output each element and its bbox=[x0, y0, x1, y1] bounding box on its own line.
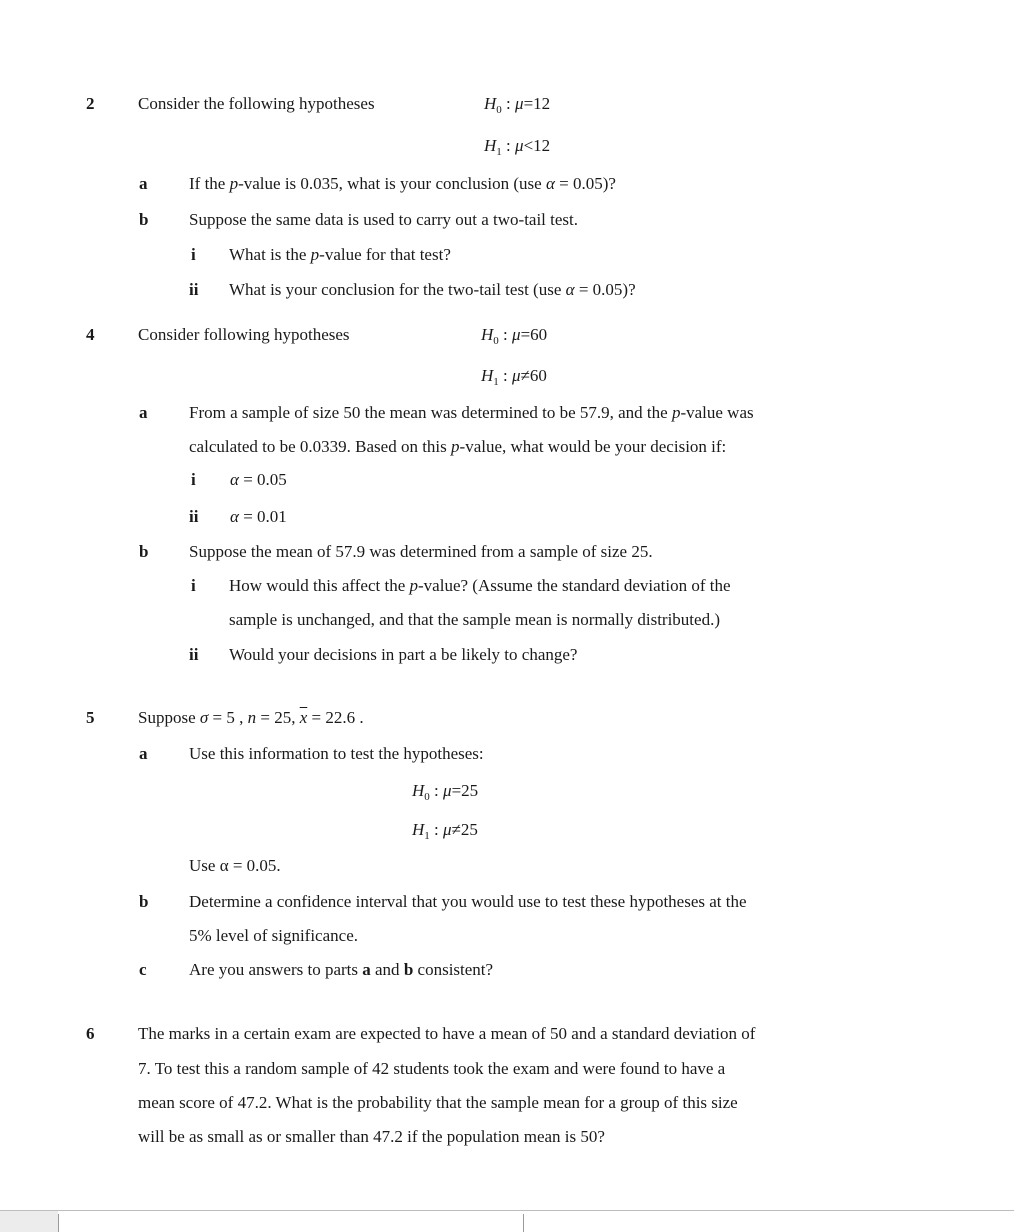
subscript-0: 0 bbox=[424, 791, 430, 803]
p-symbol: p bbox=[310, 245, 320, 264]
q4-part-a-label: a bbox=[139, 403, 148, 422]
p-symbol: p bbox=[671, 403, 681, 422]
hypothesis-value: 12 bbox=[533, 136, 551, 155]
q4-part-a-line2 bbox=[189, 437, 726, 457]
question-number-4: 4 bbox=[86, 325, 95, 344]
text: What is your conclusion for the two-tail test (use bbox=[229, 280, 566, 299]
h-symbol: H bbox=[481, 325, 494, 344]
q4-a-i-text bbox=[230, 470, 287, 490]
q5-use-alpha: Use α = 0.05. bbox=[189, 856, 281, 875]
q4-a-ii-label: ii bbox=[189, 507, 199, 526]
q4-b-i-line1 bbox=[229, 576, 731, 596]
text: and bbox=[370, 960, 404, 979]
q5-part-c-label: c bbox=[139, 960, 147, 979]
text: = 5 , bbox=[208, 708, 248, 727]
subscript-0: 0 bbox=[496, 104, 502, 116]
q5-stem bbox=[138, 708, 364, 728]
colon: : bbox=[501, 136, 516, 155]
hypothesis-value: 60 bbox=[529, 366, 547, 385]
p-symbol: p bbox=[451, 437, 460, 456]
question-number-6: 6 bbox=[86, 1024, 95, 1043]
text: consistent? bbox=[413, 960, 494, 979]
footer-panel bbox=[0, 1211, 58, 1232]
mu-symbol: μ bbox=[512, 325, 521, 344]
text: = 0.05 bbox=[554, 174, 603, 193]
text: How would this affect the bbox=[229, 576, 410, 595]
q2-part-a-text bbox=[189, 174, 616, 194]
q5-part-b-line2: 5% level of significance. bbox=[189, 926, 358, 945]
footer-tick-left bbox=[58, 1214, 59, 1232]
operator: ≠ bbox=[520, 366, 530, 385]
text: -value was bbox=[680, 403, 754, 422]
sigma-symbol: σ bbox=[199, 708, 209, 727]
q4-b-ii-text: Would your decisions in part a be likely to change? bbox=[229, 645, 578, 664]
q4-part-b-label: b bbox=[139, 542, 149, 561]
text: If the bbox=[189, 174, 230, 193]
colon: : bbox=[501, 94, 516, 113]
q2-b-ii-label: ii bbox=[189, 280, 199, 299]
xbar-symbol: $\overline{x}$ bbox=[299, 708, 308, 727]
text: )? bbox=[602, 174, 616, 193]
h-symbol: H bbox=[412, 820, 425, 839]
text: = 0.05 bbox=[238, 470, 287, 489]
text: = 25, bbox=[256, 708, 300, 727]
q5-part-a-text: Use this information to test the hypotheses: bbox=[189, 744, 484, 763]
hypothesis-value: 25 bbox=[461, 781, 479, 800]
q5-alt-hypothesis bbox=[412, 820, 478, 846]
subscript-1: 1 bbox=[493, 376, 499, 388]
alpha-symbol: α bbox=[230, 507, 239, 526]
q6-line4: will be as small as or smaller than 47.2 if the population mean is 50? bbox=[138, 1127, 605, 1146]
hypothesis-value: 12 bbox=[533, 94, 551, 113]
hypothesis-value: 60 bbox=[530, 325, 548, 344]
q5-part-a-label: a bbox=[139, 744, 148, 763]
q2-b-i-text bbox=[229, 245, 451, 265]
h-symbol: H bbox=[484, 94, 497, 113]
q5-null-hypothesis bbox=[412, 781, 478, 807]
mu-symbol: μ bbox=[515, 94, 524, 113]
operator: ≠ bbox=[451, 820, 461, 839]
q2-b-i-label: i bbox=[191, 245, 196, 264]
q4-a-ii-text bbox=[230, 507, 287, 527]
text: = 0.01 bbox=[238, 507, 287, 526]
text: = 0.05 bbox=[574, 280, 623, 299]
q2-stem: Consider the following hypotheses bbox=[138, 94, 375, 113]
q2-part-b-text: Suppose the same data is used to carry out a two-tail test. bbox=[189, 210, 579, 229]
operator: < bbox=[523, 136, 534, 155]
p-symbol: p bbox=[229, 174, 239, 193]
p-symbol: p bbox=[409, 576, 419, 595]
question-number-2: 2 bbox=[86, 94, 95, 113]
alpha-symbol: α bbox=[230, 470, 239, 489]
text: -value? (Assume the standard deviation of the bbox=[418, 576, 731, 595]
q6-line1: The marks in a certain exam are expected to have a mean of 50 and a standard deviation of bbox=[138, 1024, 756, 1043]
text: What is the bbox=[229, 245, 311, 264]
text: -value for that test? bbox=[319, 245, 451, 264]
h-symbol: H bbox=[481, 366, 494, 385]
q5-part-c-text bbox=[189, 960, 493, 980]
q2-b-ii-text bbox=[229, 280, 636, 300]
q4-a-i-label: i bbox=[191, 470, 196, 489]
q6-line3: mean score of 47.2. What is the probability that the sample mean for a group of this size bbox=[138, 1093, 738, 1112]
colon: : bbox=[429, 781, 444, 800]
hypothesis-value: 25 bbox=[460, 820, 478, 839]
subscript-1: 1 bbox=[424, 830, 430, 842]
operator: = bbox=[520, 325, 531, 344]
q2-part-b-label: b bbox=[139, 210, 149, 229]
q4-part-b-text: Suppose the mean of 57.9 was determined from a sample of size 25. bbox=[189, 542, 653, 561]
q4-null-hypothesis bbox=[481, 325, 547, 351]
operator: = bbox=[523, 94, 534, 113]
colon: : bbox=[429, 820, 444, 839]
mu-symbol: μ bbox=[443, 820, 452, 839]
question-number-5: 5 bbox=[86, 708, 95, 727]
mu-symbol: μ bbox=[515, 136, 524, 155]
text: -value, what would be your decision if: bbox=[459, 437, 727, 456]
operator: = bbox=[451, 781, 462, 800]
text: )? bbox=[622, 280, 636, 299]
q5-part-b-label: b bbox=[139, 892, 149, 911]
text: Are you answers to parts bbox=[189, 960, 363, 979]
page-bottom-divider bbox=[0, 1210, 1014, 1211]
bold-text: b bbox=[403, 960, 414, 979]
text: Suppose bbox=[138, 708, 200, 727]
subscript-0: 0 bbox=[493, 335, 499, 347]
mu-symbol: μ bbox=[512, 366, 521, 385]
q4-b-i-line2: sample is unchanged, and that the sample mean is normally distributed.) bbox=[229, 610, 720, 629]
colon: : bbox=[498, 325, 513, 344]
footer-tick-center bbox=[523, 1214, 524, 1232]
q2-alt-hypothesis bbox=[484, 136, 550, 162]
text: From a sample of size 50 the mean was determined to be 57.9, and the bbox=[189, 403, 672, 422]
q4-alt-hypothesis bbox=[481, 366, 547, 392]
q2-part-a-label: a bbox=[139, 174, 148, 193]
q4-b-ii-label: ii bbox=[189, 645, 199, 664]
bold-text: a bbox=[362, 960, 371, 979]
text: calculated to be 0.0339. Based on this bbox=[189, 437, 452, 456]
q5-part-b-line1: Determine a confidence interval that you would use to test these hypotheses at the bbox=[189, 892, 747, 911]
q2-null-hypothesis bbox=[484, 94, 550, 120]
subscript-1: 1 bbox=[496, 146, 502, 158]
h-symbol: H bbox=[412, 781, 425, 800]
colon: : bbox=[498, 366, 513, 385]
q6-line2: 7. To test this a random sample of 42 students took the exam and were found to have a bbox=[138, 1059, 726, 1078]
text: = 22.6 . bbox=[307, 708, 364, 727]
q4-b-i-label: i bbox=[191, 576, 196, 595]
alpha-symbol: α bbox=[565, 280, 575, 299]
n-symbol: n bbox=[247, 708, 257, 727]
alpha-symbol: α bbox=[545, 174, 555, 193]
q4-stem: Consider following hypotheses bbox=[138, 325, 350, 344]
mu-symbol: μ bbox=[443, 781, 452, 800]
q4-part-a-line1 bbox=[189, 403, 754, 423]
text: -value is 0.035, what is your conclusion (use bbox=[238, 174, 546, 193]
h-symbol: H bbox=[484, 136, 497, 155]
